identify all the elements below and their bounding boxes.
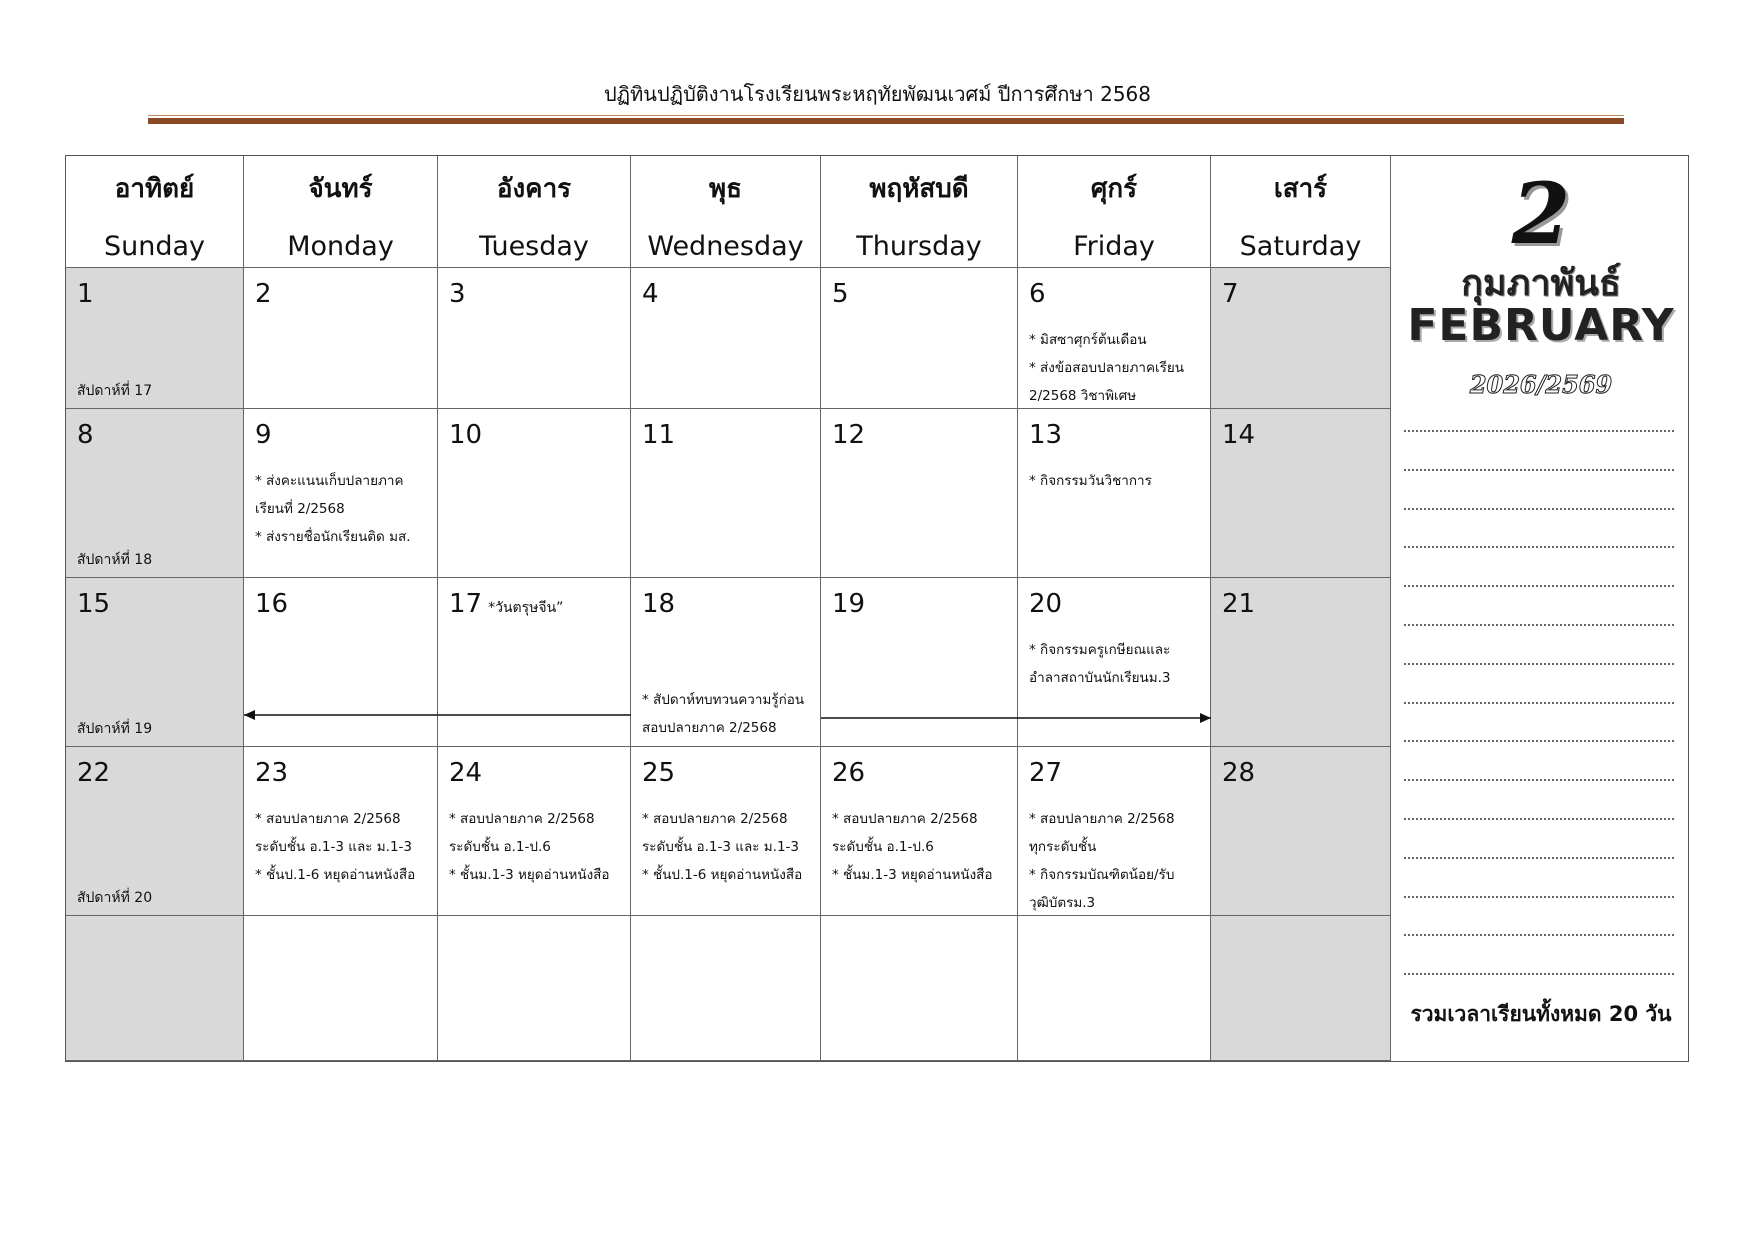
event-note-line: 2/2568 วิชาพิเศษ [1029,388,1137,404]
event-note-line: * ชั้นป.1-6 หยุดอ่านหนังสือ [255,867,416,883]
week-number-label: สัปดาห์ที่ 19 [77,721,153,737]
memo-dotted-line [1404,544,1674,548]
memo-dotted-line [1404,467,1674,471]
day-number: 5 [832,279,849,309]
event-note-line: * ส่งคะแนนเก็บปลายภาค [255,473,404,489]
memo-dotted-line [1404,816,1674,820]
day-number: 19 [832,589,866,619]
day-number: 6 [1029,279,1046,309]
event-note-line: สอบปลายภาค 2/2568 [642,720,777,736]
memo-dotted-line [1404,583,1674,587]
day-number: 11 [642,420,676,450]
day-number: 27 [1029,758,1063,788]
month-sidebar [1394,156,1688,1061]
day-number: 9 [255,420,272,450]
day-number: 21 [1222,589,1256,619]
document-title: ปฏิทินปฏิบัติงานโรงเรียนพระหฤทัยพัฒนเวศม์ ปีการศึกษา 2568 [603,82,1151,106]
event-note-line: * สอบปลายภาค 2/2568 [1029,811,1175,827]
event-note-line: * กิจกรรมวันวิชาการ [1029,473,1152,489]
day-number: 25 [642,758,676,788]
event-note-line: * กิจกรรมครูเกษียณและ [1029,642,1171,658]
memo-dotted-line [1404,932,1674,936]
memo-dotted-line [1404,855,1674,859]
week-number-label: สัปดาห์ที่ 17 [77,383,153,399]
year-label: 2026/2569 [1469,370,1613,399]
day-name-thai: ศุกร์ [1090,174,1138,204]
event-note-line: * ชั้นม.1-3 หยุดอ่านหนังสือ [449,867,610,883]
memo-dotted-line [1404,738,1674,742]
event-note-line: ระดับชั้น อ.1-3 และ ม.1-3 [255,839,413,855]
event-note-line: ระดับชั้น อ.1-ป.6 [832,839,934,855]
day-name-english: Wednesday [647,231,804,262]
total-school-days: รวมเวลาเรียนทั้งหมด 20 วัน [1410,1002,1672,1026]
day-number: 3 [449,279,466,309]
event-note-line: * กิจกรรมบัณฑิตน้อย/รับ [1029,867,1175,883]
event-note-line: * สอบปลายภาค 2/2568 [449,811,595,827]
day-number: 23 [255,758,289,788]
day-number: 18 [642,589,676,619]
memo-dotted-line [1404,971,1674,975]
week-number-label: สัปดาห์ที่ 20 [77,890,153,906]
day-name-english: Sunday [103,231,206,262]
day-name-thai: พฤหัสบดี [869,174,969,204]
day-number: 20 [1029,589,1063,619]
day-name-thai: จันทร์ [308,174,373,204]
calendar-grid [65,155,1689,1062]
day-number: 7 [1222,279,1239,309]
memo-dotted-line [1404,661,1674,665]
day-number: 8 [77,420,94,450]
day-number: 4 [642,279,659,309]
day-name-english: Monday [287,231,394,262]
day-name-english: Saturday [1239,231,1362,262]
event-note-line: * ส่งข้อสอบปลายภาคเรียน [1029,360,1184,376]
event-note-line: วุฒิบัตรม.3 [1029,895,1096,911]
day-name-thai: อาทิตย์ [114,174,195,204]
event-note-line: * ส่งรายชื่อนักเรียนติด มส. [255,529,411,545]
day-number: 24 [449,758,483,788]
day-number: 10 [449,420,483,450]
day-number: 13 [1029,420,1063,450]
memo-dotted-line [1404,622,1674,626]
title-rule [148,118,1624,124]
event-note-line: * สอบปลายภาค 2/2568 [642,811,788,827]
left-arrow-arrowhead [244,710,255,720]
day-name-english: Tuesday [479,231,589,262]
day-number: 26 [832,758,866,788]
event-note-line: * สอบปลายภาค 2/2568 [832,811,978,827]
review-week-span-arrows [66,156,1391,1061]
day-name-thai: อังคาร [496,174,572,204]
day-number: 1 [77,279,94,309]
event-note-line: * สัปดาห์ทบทวนความรู้ก่อน [642,692,805,708]
event-note-line: * ชั้นม.1-3 หยุดอ่านหนังสือ [832,867,993,883]
day-number: 22 [77,758,111,788]
memo-dotted-line [1404,506,1674,510]
title-rule-thin [148,115,1624,116]
week-number-label: สัปดาห์ที่ 18 [77,552,153,568]
memo-dotted-line [1404,777,1674,781]
month-number: 2 [1511,164,1571,263]
memo-dotted-line [1404,700,1674,704]
day-number: 15 [77,589,111,619]
day-number: 16 [255,589,289,619]
month-name-thai: กุมภาพันธ์ [1461,263,1621,304]
day-name-english: Thursday [856,231,982,262]
event-note-line: ทุกระดับชั้น [1029,839,1097,855]
holiday-note: *วันตรุษจีน” [488,600,564,616]
day-number: 12 [832,420,866,450]
event-note-line: * ชั้นป.1-6 หยุดอ่านหนังสือ [642,867,803,883]
day-name-thai: พุธ [708,174,742,204]
event-note-line: * สอบปลายภาค 2/2568 [255,811,401,827]
event-note-line: เรียนที่ 2/2568 [255,501,345,517]
month-name-english: FEBRUARY [1407,300,1675,351]
day-name-thai: เสาร์ [1273,174,1328,204]
event-note-line: ระดับชั้น อ.1-3 และ ม.1-3 [642,839,800,855]
right-arrow-arrowhead [1200,713,1211,723]
day-number: 17 *วันตรุษจีน” [449,589,564,619]
day-number: 14 [1222,420,1256,450]
event-note-line: * มิสซาศุกร์ต้นเดือน [1029,332,1147,348]
memo-dotted-line [1404,428,1674,432]
event-note-line: ระดับชั้น อ.1-ป.6 [449,839,551,855]
day-number: 2 [255,279,272,309]
event-note-line: อำลาสถาบันนักเรียนม.3 [1029,670,1171,686]
day-number: 28 [1222,758,1256,788]
day-name-english: Friday [1073,231,1155,262]
memo-dotted-line [1404,894,1674,898]
